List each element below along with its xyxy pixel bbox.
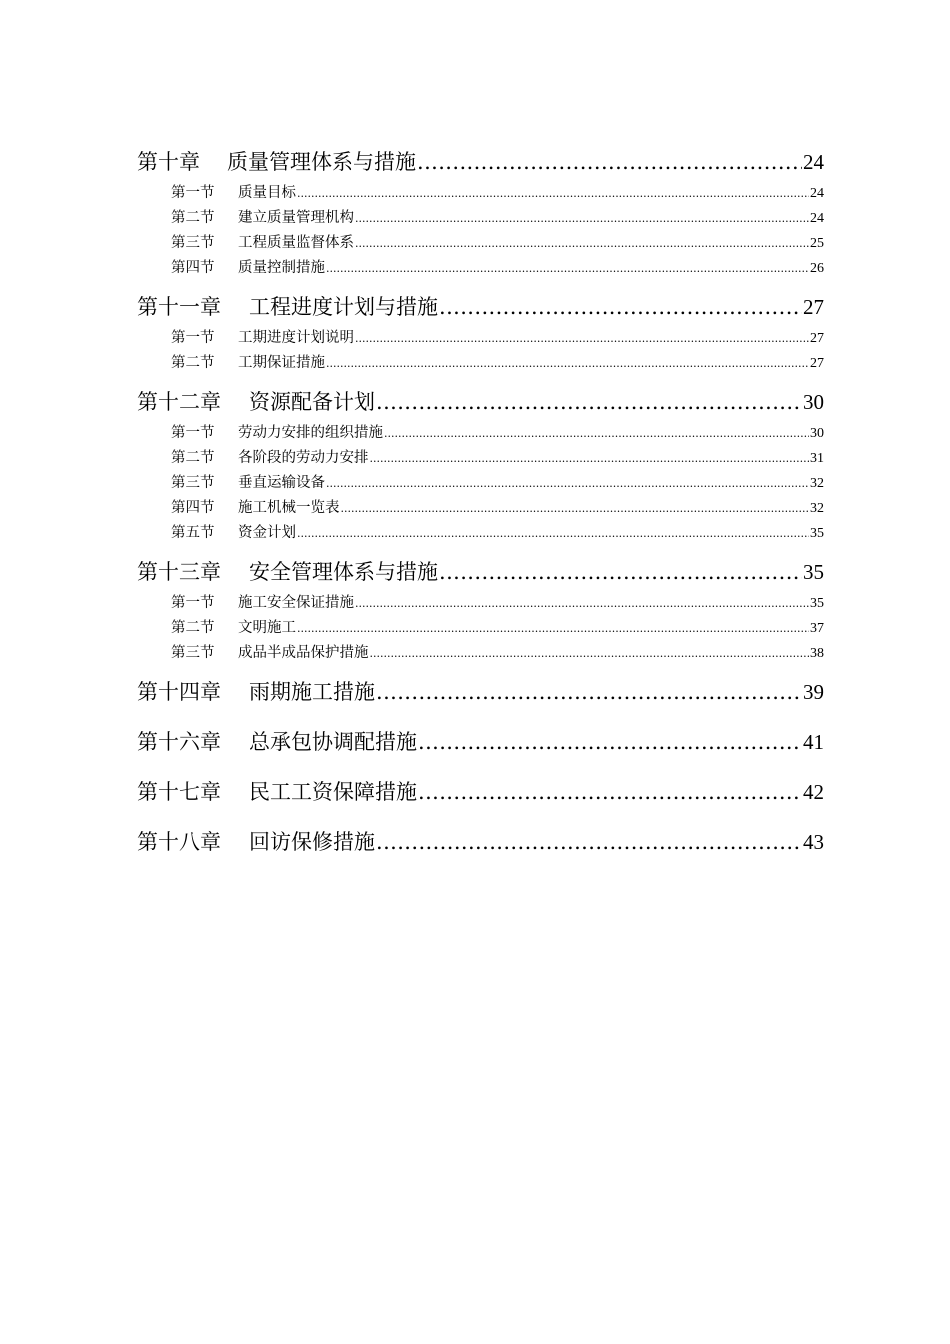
chapter-number: 第十一章 — [137, 295, 221, 319]
toc-chapter-entry[interactable] — [137, 727, 824, 757]
section-number: 第三节 — [171, 475, 215, 491]
section-list — [137, 181, 824, 281]
chapter-title: 安全管理体系与措施 — [249, 560, 438, 584]
dot-leader — [355, 591, 809, 616]
chapter-title: 回访保修措施 — [249, 830, 375, 854]
section-title: 建立质量管理机构 — [238, 210, 354, 226]
page-number: 39 — [803, 680, 824, 704]
toc-chapter-entry[interactable] — [137, 827, 824, 857]
spacer — [137, 761, 824, 777]
toc-section-entry[interactable] — [137, 326, 824, 351]
toc-section-entry[interactable] — [137, 351, 824, 376]
chapter-title: 资源配备计划 — [249, 390, 375, 414]
page-number: 38 — [810, 646, 824, 661]
page-number: 35 — [810, 526, 824, 541]
toc-section-entry[interactable] — [137, 591, 824, 616]
dot-leader — [341, 496, 810, 521]
chapter-number: 第十二章 — [137, 390, 221, 414]
section-number: 第一节 — [171, 330, 215, 346]
dot-leader — [326, 256, 809, 281]
page-number: 43 — [803, 830, 824, 854]
chapter-number: 第十七章 — [137, 780, 221, 804]
page-number: 35 — [810, 596, 824, 611]
chapter-number: 第十六章 — [137, 730, 221, 754]
page-number: 30 — [810, 426, 824, 441]
dot-leader — [417, 147, 802, 177]
spacer — [137, 711, 824, 727]
dot-leader — [297, 616, 809, 641]
toc-section-entry[interactable] — [137, 421, 824, 446]
dot-leader — [439, 292, 802, 322]
dot-leader — [376, 827, 802, 857]
section-number: 第三节 — [171, 235, 215, 251]
page-number: 24 — [803, 150, 824, 174]
section-list — [137, 326, 824, 376]
section-title: 成品半成品保护措施 — [238, 645, 369, 661]
page-number: 30 — [803, 390, 824, 414]
section-number: 第二节 — [171, 355, 215, 371]
dot-leader — [376, 387, 802, 417]
page-number: 27 — [810, 356, 824, 371]
section-number: 第五节 — [171, 525, 215, 541]
chapter-title: 雨期施工措施 — [249, 680, 375, 704]
section-title: 文明施工 — [238, 620, 296, 636]
dot-leader — [370, 446, 810, 471]
toc-chapter-entry[interactable] — [137, 147, 824, 177]
page-number: 37 — [810, 621, 824, 636]
page-number: 26 — [810, 261, 824, 276]
toc-chapter-entry[interactable] — [137, 292, 824, 322]
section-title: 质量控制措施 — [238, 260, 325, 276]
section-list — [137, 421, 824, 546]
toc-chapter-entry[interactable] — [137, 387, 824, 417]
chapter-number: 第十四章 — [137, 680, 221, 704]
section-title: 施工机械一览表 — [238, 500, 340, 516]
section-title: 工程质量监督体系 — [238, 235, 354, 251]
toc-section-entry[interactable] — [137, 496, 824, 521]
dot-leader — [297, 521, 809, 546]
section-title: 资金计划 — [238, 525, 296, 541]
page-number: 24 — [810, 211, 824, 226]
dot-leader — [355, 326, 809, 351]
chapter-number: 第十三章 — [137, 560, 221, 584]
dot-leader — [376, 677, 802, 707]
dot-leader — [370, 641, 810, 666]
dot-leader — [326, 351, 809, 376]
section-title: 垂直运输设备 — [238, 475, 325, 491]
page-number: 31 — [810, 451, 824, 466]
page-number: 27 — [803, 295, 824, 319]
chapter-title: 总承包协调配措施 — [249, 730, 417, 754]
section-list — [137, 591, 824, 666]
section-title: 工期保证措施 — [238, 355, 325, 371]
chapter-number: 第十章 — [137, 150, 200, 174]
toc-section-entry[interactable] — [137, 206, 824, 231]
chapter-title: 民工工资保障措施 — [249, 780, 417, 804]
section-number: 第四节 — [171, 500, 215, 516]
chapter-title: 质量管理体系与措施 — [227, 150, 416, 174]
section-title: 质量目标 — [238, 185, 296, 201]
dot-leader — [418, 777, 802, 807]
section-number: 第一节 — [171, 595, 215, 611]
toc-section-entry[interactable] — [137, 521, 824, 546]
dot-leader — [384, 421, 809, 446]
section-title: 劳动力安排的组织措施 — [238, 425, 383, 441]
section-title: 工期进度计划说明 — [238, 330, 354, 346]
chapter-number: 第十八章 — [137, 830, 221, 854]
section-number: 第一节 — [171, 425, 215, 441]
table-of-contents — [137, 147, 824, 861]
toc-chapter-entry[interactable] — [137, 677, 824, 707]
toc-section-entry[interactable] — [137, 471, 824, 496]
dot-leader — [326, 471, 809, 496]
dot-leader — [355, 231, 809, 256]
dot-leader — [418, 727, 802, 757]
section-title: 各阶段的劳动力安排 — [238, 450, 369, 466]
page-number: 42 — [803, 780, 824, 804]
chapter-title: 工程进度计划与措施 — [249, 295, 438, 319]
page-number: 35 — [803, 560, 824, 584]
dot-leader — [439, 557, 802, 587]
toc-section-entry[interactable] — [137, 181, 824, 206]
page-number: 25 — [810, 236, 824, 251]
page-number: 32 — [810, 476, 824, 491]
toc-chapter-entry[interactable] — [137, 777, 824, 807]
dot-leader — [355, 206, 809, 231]
page-number: 27 — [810, 331, 824, 346]
section-number: 第二节 — [171, 450, 215, 466]
toc-section-entry[interactable] — [137, 616, 824, 641]
page-number: 32 — [810, 501, 824, 516]
section-number: 第三节 — [171, 645, 215, 661]
section-number: 第二节 — [171, 620, 215, 636]
spacer — [137, 811, 824, 827]
section-number: 第二节 — [171, 210, 215, 226]
page-number: 41 — [803, 730, 824, 754]
section-number: 第四节 — [171, 260, 215, 276]
toc-chapter-entry[interactable] — [137, 557, 824, 587]
toc-section-entry[interactable] — [137, 231, 824, 256]
page-number: 24 — [810, 186, 824, 201]
section-number: 第一节 — [171, 185, 215, 201]
section-title: 施工安全保证措施 — [238, 595, 354, 611]
toc-section-entry[interactable] — [137, 256, 824, 281]
dot-leader — [297, 181, 809, 206]
toc-section-entry[interactable] — [137, 641, 824, 666]
toc-section-entry[interactable] — [137, 446, 824, 471]
